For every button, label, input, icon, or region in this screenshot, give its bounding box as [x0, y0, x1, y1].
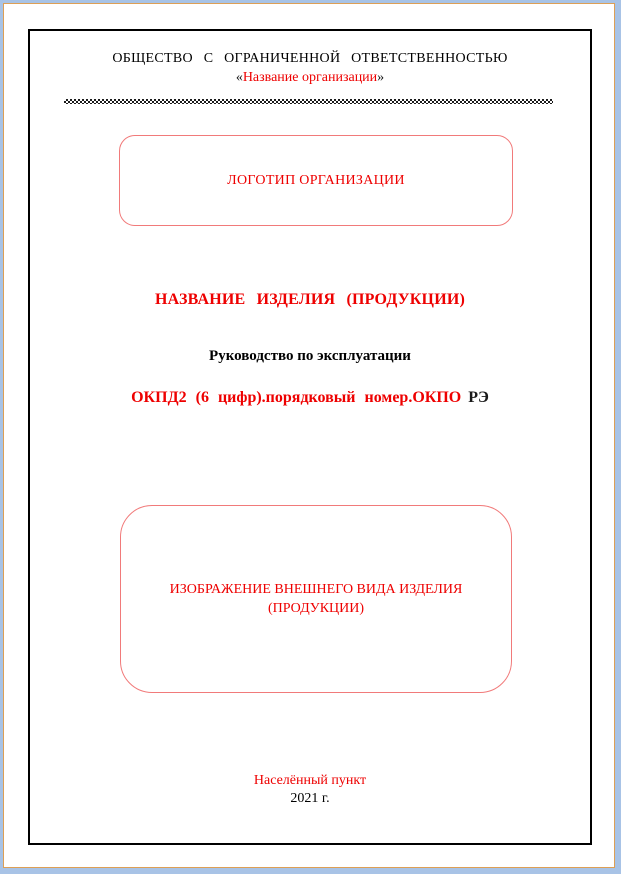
product-image-label-line1: ИЗОБРАЖЕНИЕ ВНЕШНЕГО ВИДА ИЗДЕЛИЯ [169, 582, 463, 597]
document-type-title: Руководство по эксплуатации [209, 348, 411, 364]
company-name-placeholder: Название организации [242, 70, 378, 85]
footer-city: Населённый пункт [253, 773, 367, 788]
company-name-heading [28, 70, 592, 86]
logo-placeholder-label: ЛОГОТИП ОРГАНИЗАЦИИ [227, 172, 405, 188]
document-code-placeholder: ОКПД2 (6 цифр).порядковый номер.ОКПО [131, 389, 462, 406]
document-page [3, 3, 615, 868]
logo-placeholder-box [119, 135, 513, 226]
checkered-divider [64, 99, 553, 104]
product-image-placeholder-label [170, 580, 463, 618]
product-image-label-line2: (ПРОДУКЦИИ) [267, 601, 365, 616]
product-image-placeholder-box [120, 505, 512, 693]
company-type-heading: ОБЩЕСТВО С ОГРАНИЧЕННОЙ ОТВЕТСТВЕННОСТЬЮ [112, 51, 508, 66]
footer-year: 2021 г. [290, 791, 330, 806]
document-code-suffix: РЭ [468, 389, 489, 406]
company-name-quote-open: « [235, 70, 243, 85]
company-name-quote-close: » [377, 70, 385, 85]
document-code-line [28, 389, 592, 407]
product-title: НАЗВАНИЕ ИЗДЕЛИЯ (ПРОДУКЦИИ) [154, 291, 466, 308]
